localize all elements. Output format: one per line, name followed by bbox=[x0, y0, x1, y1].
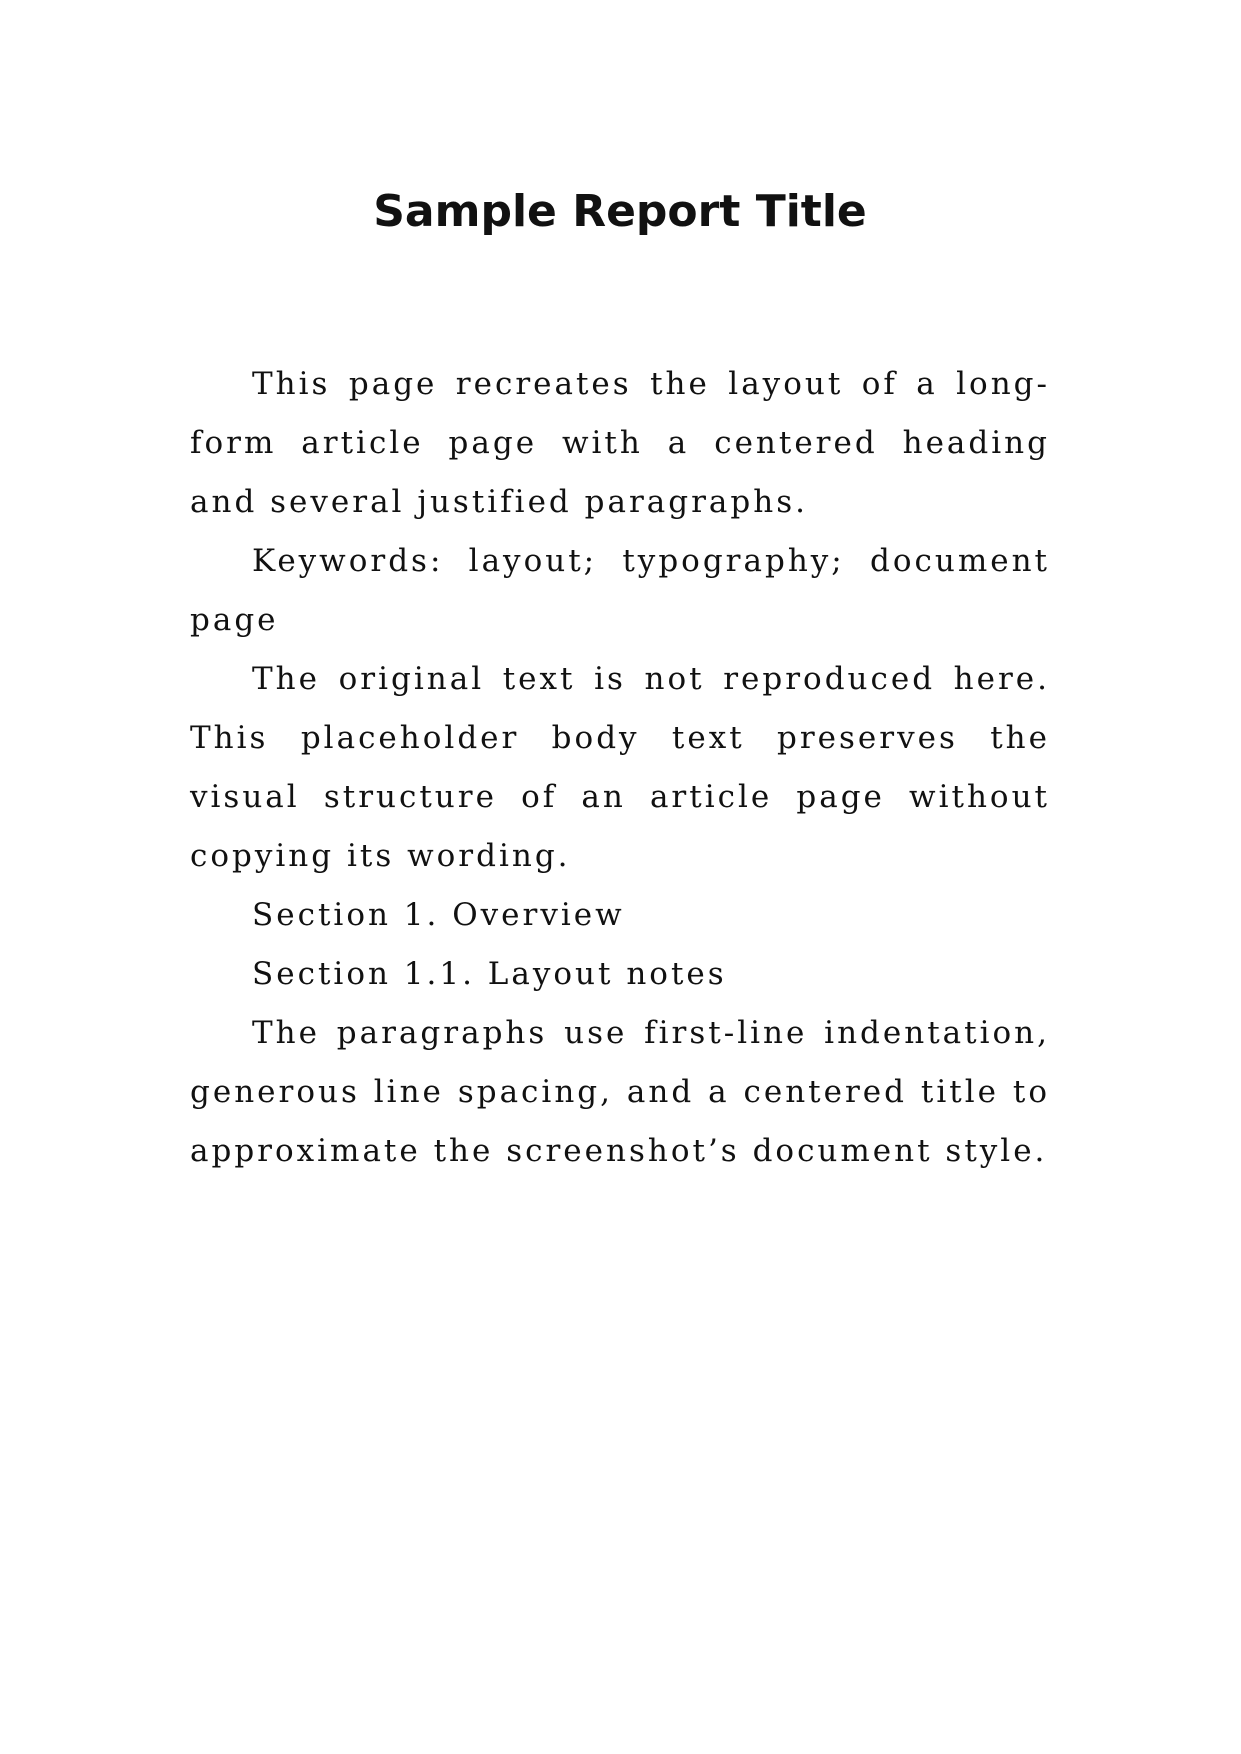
title: Sample Report Title bbox=[373, 186, 867, 238]
paragraph: The original text is not reproduced here. This placeholder body text preserves the visual structure of an article page without copying its wording. bbox=[190, 661, 1050, 874]
paragraph: This page recreates the layout of a long-form article page with a centered heading and several justified paragraphs. bbox=[190, 366, 1050, 520]
paragraph: Section 1. Overview bbox=[252, 897, 625, 933]
page-title bbox=[170, 179, 1070, 245]
body-text bbox=[190, 355, 1050, 1181]
paragraph: Section 1.1. Layout notes bbox=[252, 956, 727, 992]
paragraph: Keywords: layout; typography; document page bbox=[190, 543, 1050, 638]
paragraph: The paragraphs use first-line indentation, generous line spacing, and a centered title to approximate the screenshot’s document style. bbox=[190, 1015, 1050, 1169]
